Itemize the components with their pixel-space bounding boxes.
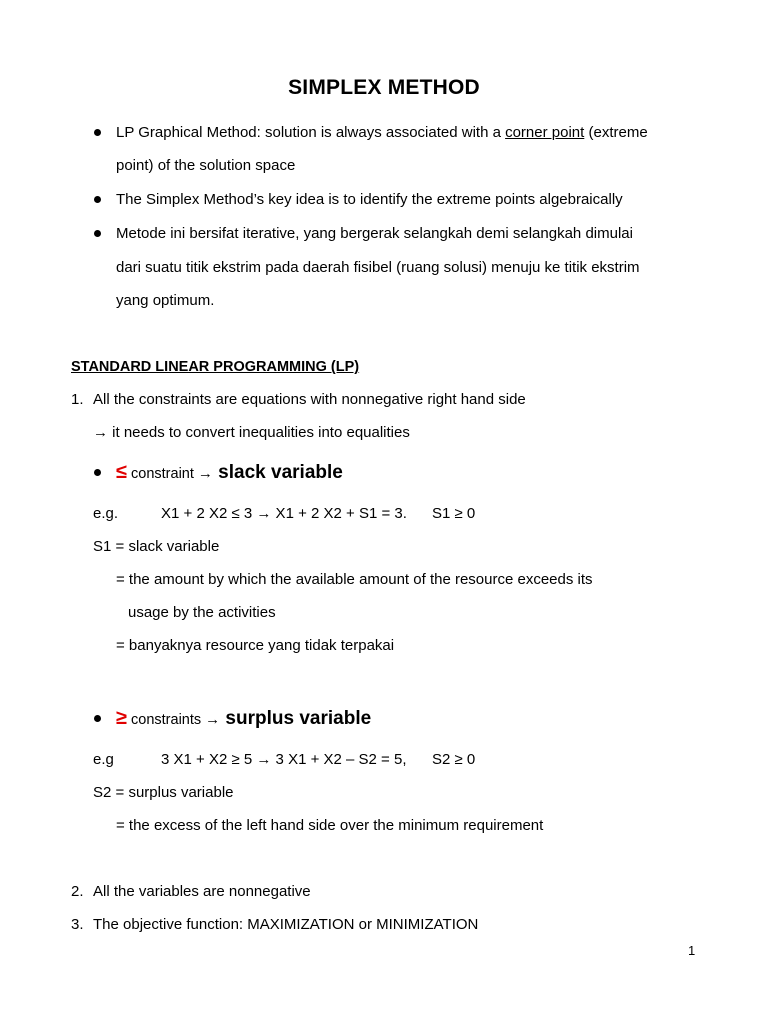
item-1-subtext-line [93, 423, 410, 443]
section-heading: STANDARD LINEAR PROGRAMMING (LP) [71, 359, 360, 375]
item-2-number: 2. [71, 883, 84, 900]
item-1-subtext: it needs to convert inequalities into equalities [108, 424, 410, 441]
slack-definition-2: = banyaknya resource yang tidak terpakai [116, 637, 395, 654]
intro-bullet-3-line-3: yang optimum. [116, 292, 215, 309]
surplus-example-equation [161, 750, 407, 770]
surplus-variable-bullet [116, 706, 371, 732]
slack-variable-bullet [116, 460, 343, 486]
surplus-example-rhs: 3 X1 + X2 – S2 = 5, [271, 751, 407, 768]
slack-definition-1b: usage by the activities [128, 604, 276, 621]
right-arrow-icon: → [205, 711, 221, 728]
slack-example-rhs: X1 + 2 X2 + S1 = 3. [271, 505, 407, 522]
page-title: SIMPLEX METHOD [288, 76, 480, 99]
right-arrow-icon: → [256, 751, 272, 768]
bullet-dot-icon [94, 230, 101, 237]
intro-bullet-1-text: LP Graphical Method: solution is always associated with a [116, 124, 506, 141]
bullet-dot-icon [94, 715, 101, 722]
right-arrow-icon: → [197, 465, 213, 482]
surplus-constraint-label: constraints [126, 712, 206, 728]
slack-variable-term: slack variable [212, 462, 343, 483]
intro-bullet-1-text-end: (extreme [584, 124, 648, 141]
right-arrow-icon: → [256, 505, 272, 522]
item-1-number: 1. [71, 391, 84, 408]
intro-bullet-2-line-1: The Simplex Method’s key idea is to identify the extreme points algebraically [116, 191, 623, 208]
intro-bullet-3-line-1: Metode ini bersifat iterative, yang bergerak selangkah demi selangkah dimulai [116, 225, 633, 242]
right-arrow-icon: → [93, 424, 108, 441]
greater-equal-symbol: ≥ [116, 707, 127, 729]
surplus-example-lhs: 3 X1 + X2 ≥ 5 [161, 751, 257, 768]
bullet-dot-icon [94, 129, 101, 136]
slack-example-equation [161, 504, 407, 524]
slack-example-label: e.g. [93, 505, 119, 522]
slack-definition: S1 = slack variable [93, 538, 220, 555]
slack-example-lhs: X1 + 2 X2 ≤ 3 [161, 505, 257, 522]
item-3-text: The objective function: MAXIMIZATION or MINIMIZATION [93, 916, 479, 933]
slack-definition-1a: = the amount by which the available amount of the resource exceeds its [116, 571, 593, 588]
slack-example-condition: S1 ≥ 0 [432, 505, 476, 522]
surplus-definition: S2 = surplus variable [93, 784, 234, 801]
item-3-number: 3. [71, 916, 84, 933]
page-number: 1 [688, 943, 696, 958]
surplus-example-label: e.g [93, 751, 114, 768]
corner-point-term: corner point [505, 124, 585, 141]
surplus-definition-1: = the excess of the left hand side over the minimum requirement [116, 817, 544, 834]
item-2-text: All the variables are nonnegative [93, 883, 311, 900]
bullet-dot-icon [94, 196, 101, 203]
bullet-dot-icon [94, 469, 101, 476]
slack-constraint-label: constraint [126, 466, 198, 482]
surplus-variable-term: surplus variable [220, 708, 372, 729]
intro-bullet-1-line-1 [116, 123, 648, 143]
less-equal-symbol: ≤ [116, 461, 127, 483]
intro-bullet-1-line-2: point) of the solution space [116, 157, 296, 174]
surplus-example-condition: S2 ≥ 0 [432, 751, 476, 768]
item-1-text: All the constraints are equations with nonnegative right hand side [93, 391, 526, 408]
intro-bullet-3-line-2: dari suatu titik ekstrim pada daerah fisibel (ruang solusi) menuju ke titik ekstrim [116, 259, 640, 276]
